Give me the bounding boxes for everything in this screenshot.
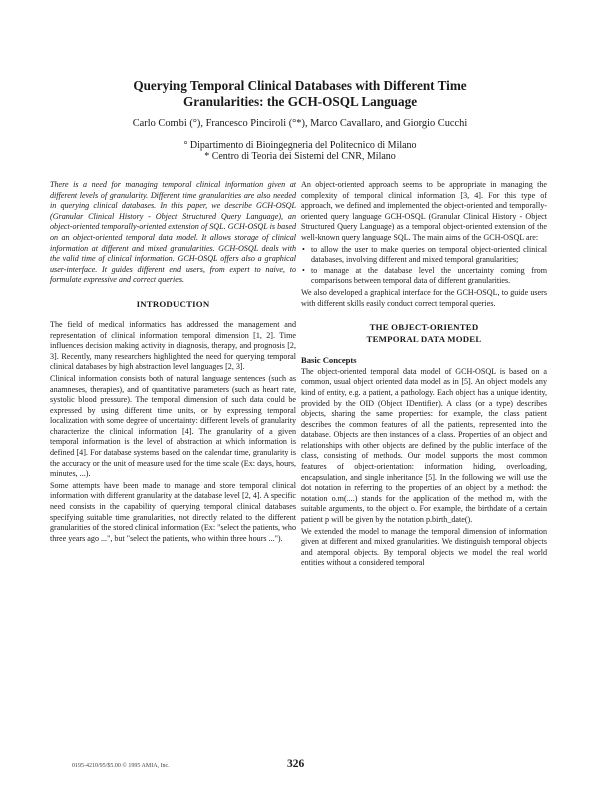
body-paragraph: An object-oriented approach seems to be appropriate in managing the complexity of temporal clinical information [3, 4]. For this type of approach, we defined and implemented the object-oriented and temporally-oriented query language GCH-OSQL (Granular Clinical History - Object Structured Query Language) as a temporal object-oriented extension of the well-known query language SQL. The main aims of the GCH-OSQL are:	[301, 180, 547, 242]
body-paragraph: We extended the model to manage the temporal dimension of information given at different and mixed granularities. We distinguish temporal objects and atemporal objects. By temporal objects we model the real world entities without a considered temporal	[301, 526, 547, 568]
aims-list-item: • to manage at the database level the uncertainty coming from comparisons between temporal data of different granularities.	[301, 266, 547, 287]
section-heading-line-2: TEMPORAL DATA MODEL	[366, 334, 482, 345]
left-column	[50, 180, 296, 545]
right-column	[301, 180, 547, 570]
section-heading-introduction: INTRODUCTION	[136, 298, 210, 309]
body-paragraph: Clinical information consists both of natural language sentences (such as anamneses, therapies), and of quantitative parameters (such as heart rate, systolic blood pressure). The temporal dimension of such data could be expressed by using different time units, or by expressing temporal localization with some degree of uncertainty: different levels of granularity characterize the clinical information [4]. The granularity of a given temporal information is the level of abstraction at which information is defined [4]. For database systems based on the calendar time, granularity is the accuracy or the unit of measure used for the time scale (Ex: days, hours, minutes, ...).	[50, 373, 296, 479]
body-paragraph: Some attempts have been made to manage and store temporal clinical information with different granularity at the database level [2, 4]. A specific need consists in the capability of querying temporal clinical databases specifying suitable time granularities, not directly related to the different granularities of the stored clinical information (Ex: "select the patients, who three years ago ...", but "select the patients, who within three hours ...").	[50, 480, 296, 543]
author-list: Carlo Combi (°), Francesco Pinciroli (°*), Marco Cavallaro, and Giorgio Cucchi	[132, 118, 468, 129]
title-line-1: Querying Temporal Clinical Databases with Different Time	[133, 78, 467, 93]
paper-title	[60, 78, 540, 110]
section-heading-line-1: THE OBJECT-ORIENTED	[369, 322, 479, 333]
copyright-notice: 0195-4210/95/$5.00 © 1995 AMIA, Inc.	[72, 763, 170, 769]
affiliation-politecnico: ° Dipartimento di Bioingegneria del Politecnico di Milano	[183, 140, 417, 151]
body-paragraph: The object-oriented temporal data model of GCH-OSQL is based on a common, usual object oriented data model as in [5]. An object models any kind of entity, e.g. a patient, a pathology. Each object has a unique identity, provided by the OID (Object IDentifier). A class (or a type) describes objects, sharing the same properties: for example, the class patient describes the common features of all the patients, represented into the database. Objects are then instances of a class. Properties of an object and relationships with other objects are defined by the public interface of the class, consisting of methods. Our model supports the most common features of object-orientation: information hiding, overloading, encapsulation, and single inheritance [5]. In the following we will use the dot notation in referring to the properties of an object by a method: the notation o.m(....) stands for the application of the method m, with the suitable arguments, to the object o. For example, the birthdate of a certain patient p will be given by the notation p.birth_date().	[301, 366, 547, 525]
body-paragraph: The field of medical informatics has addressed the management and representation of clinical information temporal dimension [1, 2]. Time influences decision making activity in diagnosis, therapy, and prognosis [2, 3]. Recently, many researchers highlighted the need for querying temporal clinical databases by high abstraction level languages [2, 3].	[50, 319, 296, 372]
body-paragraph: We also developed a graphical interface for the GCH-OSQL, to guide users with different skills easily conduct correct temporal queries.	[301, 287, 547, 308]
abstract: There is a need for managing temporal clinical information given at different levels of granularity. Different time granularities are also needed in querying clinical databases. In this paper, we describe GCH-OSQL (Granular Clinical History - Object Structured Query Language), an object-oriented temporally-oriented extension of SQL. GCH-OSQL is based on an object-oriented temporal data model. It allows storage of clinical information at different and mixed granularities. GCH-OSQL deals with the valid time of clinical information. GCH-OSQL offers also a graphical user-interface. It guides different end users, from expert to naive, to formulate expressive and correct queries.	[50, 180, 296, 285]
title-line-2: Granularities: the GCH-OSQL Language	[182, 94, 418, 109]
page-number: 326	[287, 758, 305, 770]
aims-list-item: • to allow the user to make queries on temporal object-oriented clinical databases, involving different and mixed temporal granularities;	[301, 245, 547, 266]
affiliation-cnr: * Centro di Teoria dei Sistemi del CNR, Milano	[204, 151, 396, 162]
section-heading-data-model	[301, 321, 547, 345]
aims-list	[301, 245, 547, 287]
subsection-heading-basic-concepts: Basic Concepts	[301, 355, 357, 366]
